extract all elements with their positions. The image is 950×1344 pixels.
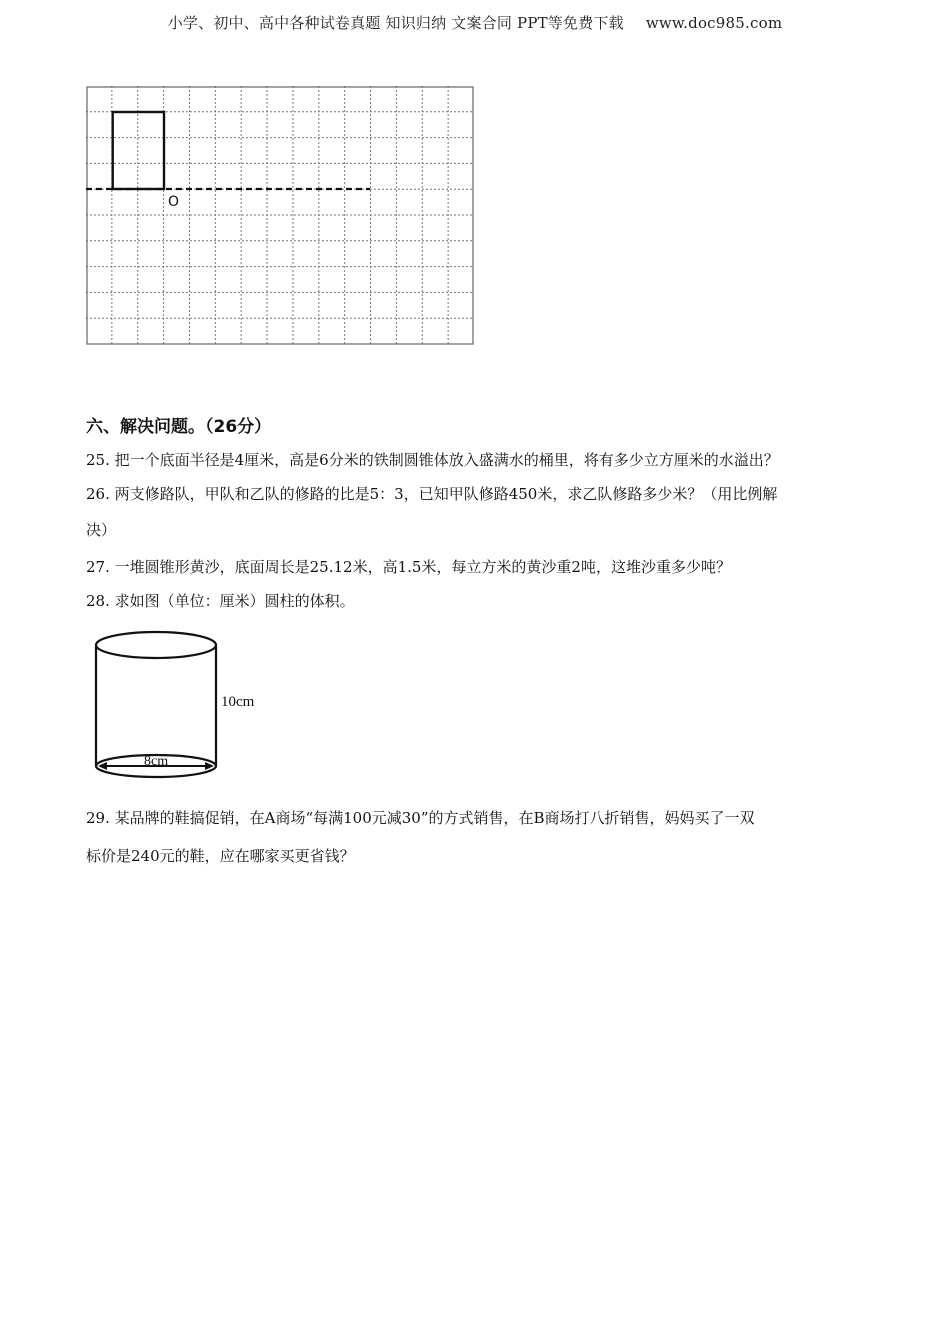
cylinder-svg	[90, 628, 270, 784]
question-29-cont: 标价是240元的鞋，应在哪家买更省钱？	[86, 847, 355, 865]
grid-figure	[86, 86, 474, 346]
grid-svg	[86, 86, 474, 346]
question-27: 27. 一堆圆锥形黄沙，底面周长是25.12米，高1.5米，每立方米的黄沙重2吨，这堆沙重多少吨？	[86, 558, 731, 576]
question-26-cont: 决）	[86, 521, 117, 539]
question-28: 28. 求如图（单位：厘米）圆柱的体积。	[86, 592, 355, 610]
question-26: 26. 两支修路队，甲队和乙队的修路的比是5：3，已知甲队修路450米，求乙队修路多少米？（用比例解	[86, 485, 778, 503]
question-29: 29. 某品牌的鞋搞促销，在A商场“每满100元减30”的方式销售，在B商场打八折销售，妈妈买了一双	[86, 809, 755, 827]
rectangle-shape	[113, 112, 164, 189]
cylinder-figure	[90, 628, 270, 784]
diameter-label: 8cm	[144, 754, 169, 769]
origin-label: O	[168, 194, 180, 210]
grid-lines	[86, 86, 474, 344]
height-label: 10cm	[221, 694, 255, 710]
header-site-link[interactable]: www.doc985.com	[645, 14, 783, 32]
header-text: 小学、初中、高中各种试卷真题 知识归纳 文案合同 PPT等免费下载	[167, 14, 624, 32]
section-title: 六、解决问题。（26分）	[86, 417, 272, 437]
question-25: 25. 把一个底面半径是4厘米，高是6分米的铁制圆锥体放入盛满水的桶里，将有多少立方厘米的水溢出？	[86, 451, 779, 469]
cylinder-top-ellipse	[96, 632, 216, 658]
page-header	[0, 12, 950, 33]
